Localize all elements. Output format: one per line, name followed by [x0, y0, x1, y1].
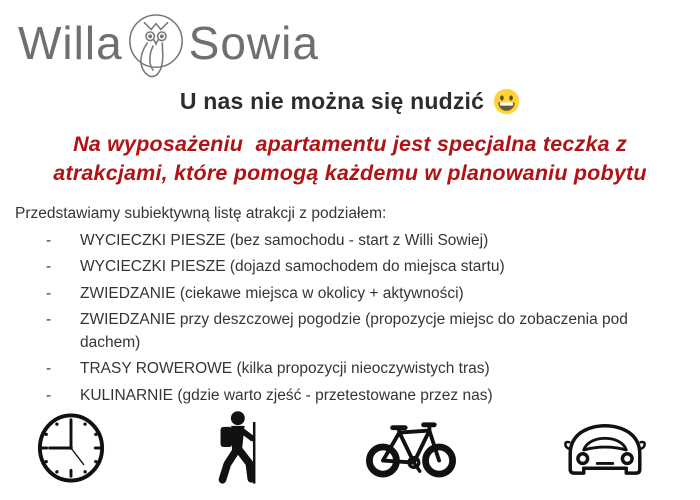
subtitle [0, 130, 700, 187]
intro-text: Przedstawiamy subiektywną listę atrakcji z podziałem: [15, 205, 387, 223]
list-item-text: KULINARNIE (gdzie warto zjeść - przetestowane przez nas) [80, 386, 493, 404]
subtitle-line-1: Na wyposażeniu apartamentu jest specjalna teczka z [73, 132, 627, 156]
car-icon [562, 419, 648, 477]
list-item-text: TRASY ROWEROWE (kilka propozycji nieoczywistych tras) [80, 360, 490, 378]
logo-word-willa: Willa [18, 17, 123, 69]
subtitle-line-2: atrakcjami, które pomogą każdemu w planowaniu pobytu [53, 160, 647, 185]
list-item: - TRASY ROWEROWE (kilka propozycji nieoczywistych tras) [46, 357, 671, 380]
attractions-list [46, 229, 671, 407]
owl-in-circle-icon [125, 12, 187, 78]
logo [18, 10, 700, 76]
grinning-face-emoji [493, 88, 520, 115]
hiker-icon [209, 410, 259, 486]
bicycle-icon [363, 418, 459, 478]
list-item-text: ZWIEDZANIE (ciekawe miejsca w okolicy + aktywności) [80, 284, 464, 302]
list-item: - WYCIECZKI PIESZE (dojazd samochodem do miejsca startu) [46, 255, 671, 278]
list-item-text: WYCIECZKI PIESZE (bez samochodu - start z Willi Sowiej) [80, 232, 489, 250]
list-item-text: ZWIEDZANIE przy deszczowej pogodzie (propozycje miejsc do zobaczenia pod dachem) [80, 310, 628, 352]
logo-word-sowia: Sowia [188, 17, 319, 69]
list-item-text: WYCIECZKI PIESZE (dojazd samochodem do miejsca startu) [80, 258, 505, 276]
list-item: - ZWIEDZANIE (ciekawe miejsca w okolicy + aktywności) [46, 282, 671, 305]
footer-icons-row [0, 408, 700, 488]
list-item: - KULINARNIE (gdzie warto zjeść - przetestowane przez nas) [46, 384, 671, 407]
headline-text: U nas nie można się nudzić [179, 88, 485, 114]
headline [0, 88, 700, 115]
list-item: - ZWIEDZANIE przy deszczowej pogodzie (propozycje miejsc do zobaczenia pod dachem) [46, 308, 671, 355]
clock-icon [36, 412, 106, 484]
list-item: - WYCIECZKI PIESZE (bez samochodu - start z Willi Sowiej) [46, 229, 671, 252]
